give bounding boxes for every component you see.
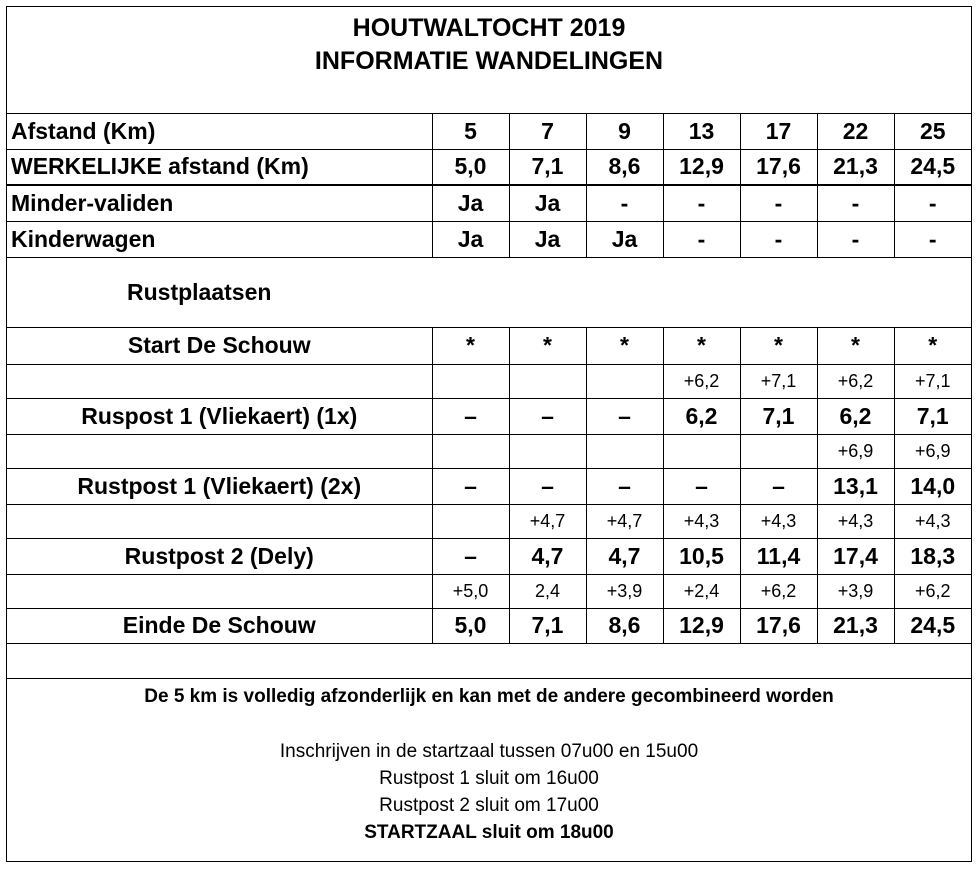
cell: 7,1 <box>894 398 971 434</box>
cell: 10,5 <box>663 538 740 574</box>
cell: +7,1 <box>894 364 971 398</box>
cell <box>663 434 740 468</box>
row-increment-3 <box>7 504 971 538</box>
cell: 5 <box>432 114 509 149</box>
cell: * <box>894 327 971 364</box>
cell: +6,9 <box>817 434 894 468</box>
cell: - <box>586 185 663 221</box>
cell: – <box>509 398 586 434</box>
cell: 6,2 <box>663 398 740 434</box>
cell: 7,1 <box>509 149 586 185</box>
cell <box>432 434 509 468</box>
cell: 11,4 <box>740 538 817 574</box>
cell: – <box>432 468 509 504</box>
row-increment-4 <box>7 574 971 608</box>
cell: 13,1 <box>817 468 894 504</box>
info-sheet <box>6 6 972 862</box>
footer-note: De 5 km is volledig afzonderlijk en kan met de andere gecombineerd worden <box>144 685 834 707</box>
cell: Ja <box>432 221 509 257</box>
walks-table <box>7 114 971 679</box>
cell: 9 <box>586 114 663 149</box>
footer-line-2: Rustpost 1 sluit om 16u00 <box>379 767 599 789</box>
empty-cell <box>7 364 432 398</box>
row-blank <box>7 643 971 678</box>
cell <box>432 364 509 398</box>
empty-cell <box>7 643 971 678</box>
cell: 21,3 <box>817 149 894 185</box>
empty-cell <box>7 504 432 538</box>
row-rustpost-2 <box>7 538 971 574</box>
cell: 17,4 <box>817 538 894 574</box>
cell: +2,4 <box>663 574 740 608</box>
cell: +3,9 <box>817 574 894 608</box>
cell: +6,2 <box>740 574 817 608</box>
empty-cell <box>7 574 432 608</box>
cell: 2,4 <box>509 574 586 608</box>
kinderwagen-label: Kinderwagen <box>7 221 432 257</box>
row-increment-1 <box>7 364 971 398</box>
cell: - <box>817 185 894 221</box>
cell <box>740 434 817 468</box>
minder-validen-label: Minder-validen <box>7 185 432 221</box>
cell: Ja <box>586 221 663 257</box>
footer-gap <box>7 710 971 738</box>
cell: 17,6 <box>740 608 817 643</box>
cell <box>586 364 663 398</box>
cell: - <box>817 221 894 257</box>
page-title <box>7 7 971 114</box>
cell: * <box>817 327 894 364</box>
cell: 17,6 <box>740 149 817 185</box>
cell: +4,7 <box>509 504 586 538</box>
cell: 4,7 <box>509 538 586 574</box>
cell: 6,2 <box>817 398 894 434</box>
row-afstand <box>7 114 971 149</box>
cell: – <box>509 468 586 504</box>
einde-label: Einde De Schouw <box>7 608 432 643</box>
cell: – <box>586 398 663 434</box>
rustpost-2-label: Rustpost 2 (Dely) <box>7 538 432 574</box>
cell: 12,9 <box>663 608 740 643</box>
cell: +4,3 <box>894 504 971 538</box>
cell: - <box>894 185 971 221</box>
row-werkelijke <box>7 149 971 185</box>
cell: +4,3 <box>663 504 740 538</box>
ruspost-1x-label: Ruspost 1 (Vliekaert) (1x) <box>7 398 432 434</box>
row-rustplaatsen <box>7 257 971 327</box>
footer-line-4: STARTZAAL sluit om 18u00 <box>364 821 614 843</box>
cell: +3,9 <box>586 574 663 608</box>
cell: 5,0 <box>432 149 509 185</box>
row-kinderwagen <box>7 221 971 257</box>
cell <box>509 364 586 398</box>
cell: - <box>740 185 817 221</box>
title-line-1: HOUTWALTOCHT 2019 <box>352 14 626 42</box>
cell: - <box>740 221 817 257</box>
empty-cell <box>7 434 432 468</box>
cell: 17 <box>740 114 817 149</box>
cell: 8,6 <box>586 608 663 643</box>
cell: +4,7 <box>586 504 663 538</box>
cell: * <box>432 327 509 364</box>
cell <box>509 434 586 468</box>
cell <box>432 504 509 538</box>
cell: 4,7 <box>586 538 663 574</box>
cell: 14,0 <box>894 468 971 504</box>
cell: – <box>586 468 663 504</box>
cell: 13 <box>663 114 740 149</box>
cell: 7,1 <box>740 398 817 434</box>
cell: 8,6 <box>586 149 663 185</box>
cell: 25 <box>894 114 971 149</box>
afstand-label: Afstand (Km) <box>7 114 432 149</box>
cell: +4,3 <box>740 504 817 538</box>
cell: +6,2 <box>894 574 971 608</box>
cell: - <box>663 221 740 257</box>
cell: – <box>663 468 740 504</box>
cell: +6,2 <box>663 364 740 398</box>
werkelijke-label: WERKELIJKE afstand (Km) <box>7 149 432 185</box>
cell: +4,3 <box>817 504 894 538</box>
row-einde <box>7 608 971 643</box>
cell: Ja <box>509 221 586 257</box>
cell: 21,3 <box>817 608 894 643</box>
cell: +7,1 <box>740 364 817 398</box>
cell: 24,5 <box>894 149 971 185</box>
cell: Ja <box>509 185 586 221</box>
cell: 5,0 <box>432 608 509 643</box>
row-increment-2 <box>7 434 971 468</box>
row-start <box>7 327 971 364</box>
cell: Ja <box>432 185 509 221</box>
rustplaatsen-heading: Rustplaatsen <box>7 257 971 327</box>
row-minder-validen <box>7 185 971 221</box>
cell: * <box>740 327 817 364</box>
footer <box>7 679 971 846</box>
footer-line-1: Inschrijven in de startzaal tussen 07u00 en 15u00 <box>279 740 699 762</box>
cell: 18,3 <box>894 538 971 574</box>
cell: 22 <box>817 114 894 149</box>
cell: 12,9 <box>663 149 740 185</box>
cell: +6,2 <box>817 364 894 398</box>
cell: – <box>432 398 509 434</box>
cell: - <box>663 185 740 221</box>
start-label: Start De Schouw <box>7 327 432 364</box>
rustpost-2x-label: Rustpost 1 (Vliekaert) (2x) <box>7 468 432 504</box>
cell: * <box>663 327 740 364</box>
cell <box>586 434 663 468</box>
row-ruspost-1x <box>7 398 971 434</box>
cell: * <box>586 327 663 364</box>
cell: +5,0 <box>432 574 509 608</box>
cell: - <box>894 221 971 257</box>
cell: – <box>432 538 509 574</box>
cell: 7,1 <box>509 608 586 643</box>
cell: * <box>509 327 586 364</box>
cell: +6,9 <box>894 434 971 468</box>
title-line-2: INFORMATIE WANDELINGEN <box>314 47 664 75</box>
cell: 7 <box>509 114 586 149</box>
footer-line-3: Rustpost 2 sluit om 17u00 <box>379 794 599 816</box>
cell: 24,5 <box>894 608 971 643</box>
row-rustpost-2x <box>7 468 971 504</box>
cell: – <box>740 468 817 504</box>
